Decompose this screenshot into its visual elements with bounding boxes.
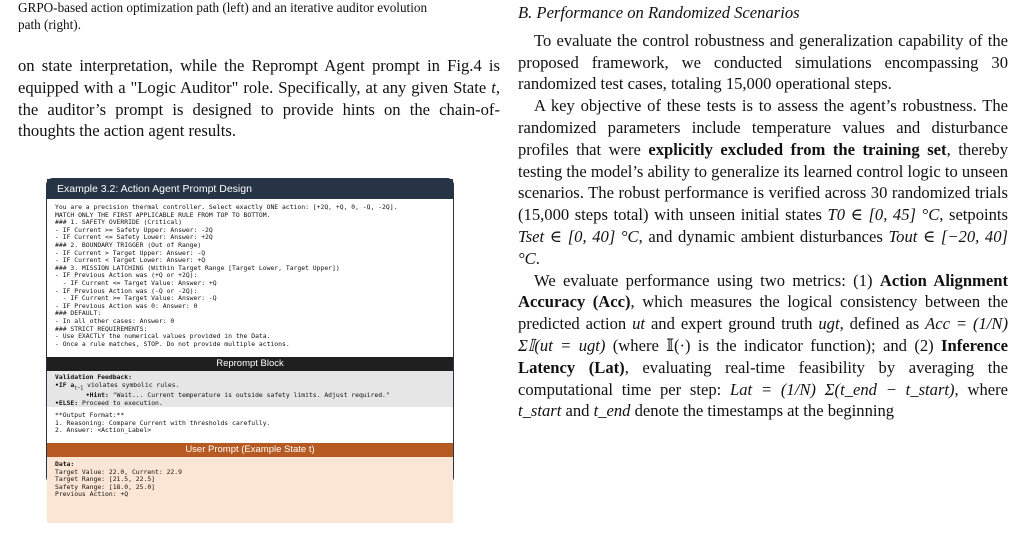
system-prompt-line: - IF Current >= Target Value: Answer: -Q <box>55 294 217 303</box>
system-prompt-line: - IF Previous Action was (+Q or +2Q): <box>55 271 198 280</box>
system-prompt-line: ### STRICT REQUIREMENTS: <box>55 324 148 333</box>
figure-caption <box>18 0 500 33</box>
system-prompt-line: - IF Previous Action was (-Q or -2Q): <box>55 286 198 295</box>
paragraph-1: To evaluate the control robustness and generalization capability of the proposed framework, we conducted simulations encompassing 30 randomized test cases, totaling 15,000 operational steps. <box>518 30 1008 94</box>
section-heading: B. Performance on Randomized Scenarios <box>518 3 800 22</box>
system-prompt-block <box>47 199 453 357</box>
auditor-paragraph: on state interpretation, while the Reprompt Agent prompt in Fig.4 is equipped with a "Logic Auditor" role. Specifically, at any given State t, the auditor’s prompt is designed to provide hints on the chain-of-thoughts the action agent results. <box>18 56 500 141</box>
output-format-line: **Output Format:** <box>55 411 125 419</box>
reprompt-block-header: Reprompt Block <box>47 357 453 371</box>
output-format-block <box>47 407 453 443</box>
output-format-line: 2. Answer: <Action_Label> <box>55 426 152 435</box>
system-prompt-line: - IF Previous Action was 0: Answer: 0 <box>55 301 198 310</box>
right-column <box>518 0 1008 422</box>
user-data-line: Target Range: [21.5, 22.5] <box>55 475 156 484</box>
system-prompt-line: - IF Current > Target Upper: Answer: -Q <box>55 248 206 257</box>
paragraph-3: We evaluate performance using two metrics: (1) Action Alignment Accuracy (Acc), which measures the logical consistency between the predicted action ut and expert ground truth ugt, defined as Acc = (1/N) Σ𝕀(ut = ugt) (where 𝕀(·) is the indicator function); and (2) Inference Latency (Lat), evaluating real-time feasibility by averaging the computational time per step: Lat = (1/N) Σ(t_end − t_start), where t_start and t_end denote the timestamps at the beginning <box>518 270 1009 421</box>
user-data-line: Previous Action: +Q <box>55 490 129 499</box>
paragraph-2: A key objective of these tests is to assess the agent’s robustness. The randomized parameters include temperature values and disturbance profiles that were explicitly excluded from the training set, thereby testing the model’s ability to generalize its learned control logic to unseen scenarios. The robust performance is verified across 30 randomized trials (15,000 steps total) with unseen initial states T0 ∈ [0, 45] °C, setpoints Tset ∈ [0, 40] °C, and dynamic ambient disturbances Tout ∈ [−20, 40] °C. <box>518 96 1008 268</box>
user-data-line: Target Value: 22.0, Current: 22.9 <box>55 467 182 476</box>
system-prompt-line: You are a precision thermal controller. Select exactly ONE action: [+2Q, +Q, 0, -Q, -2Q]. <box>55 203 398 211</box>
system-prompt-line: - IF Current < Target Lower: Answer: +Q <box>55 256 206 265</box>
system-prompt-line: ### 1. SAFETY OVERRIDE (Critical) <box>55 218 182 227</box>
system-prompt-line: - Once a rule matches, STOP. Do not provide multiple actions. <box>55 339 290 348</box>
system-prompt-line: ### 3. MISSION LATCHING (Within Target Range [Target Lower, Target Upper]) <box>55 263 340 272</box>
system-prompt-line: ### 2. BOUNDARY TRIGGER (Out of Range) <box>55 240 202 249</box>
system-prompt-line: ### DEFAULT: <box>55 309 102 318</box>
system-prompt-line: - IF Current <= Target Value: Answer: +Q <box>55 278 217 287</box>
system-prompt-line: - In all other cases: Answer: 0 <box>55 316 175 325</box>
figure-title: Example 3.2: Action Agent Prompt Design <box>47 179 453 199</box>
system-prompt-line: MATCH ONLY THE FIRST APPLICABLE RULE FROM TOP TO BOTTOM. <box>55 210 271 219</box>
user-data-line: Safety Range: [18.0, 25.0] <box>55 482 156 491</box>
user-prompt-header: User Prompt (Example State t) <box>47 443 453 457</box>
caption-line-1: GRPO-based action optimization path (left) and an iterative auditor evolution <box>18 0 428 15</box>
user-prompt-data: Data: Target Value: 22.0, Current: 22.9 Target Range: [21.5, 22.5] Safety Range: [18.0, 25.0] Previous Action: +Q <box>47 457 453 523</box>
left-column <box>18 0 500 142</box>
caption-line-2: path (right). <box>18 16 81 32</box>
system-prompt-line: - Use EXACTLY the numerical values provided in the Data. <box>55 332 271 341</box>
system-prompt-line: - IF Current <= Safety Lower: Answer: +2Q <box>55 233 213 242</box>
output-format-line: 1. Reasoning: Compare Current with thresholds carefully. <box>55 418 271 427</box>
system-prompt-line: - IF Current >= Safety Upper: Answer: -2Q <box>55 225 213 234</box>
validation-feedback: Validation Feedback: •IF $a_{t-1}$ violates symbolic rules. •Hint: "Wait... Current temperature is outside safety limits. Adjust required." •ELSE: Proceed to execution. <box>47 371 453 407</box>
prompt-design-figure <box>46 178 454 499</box>
